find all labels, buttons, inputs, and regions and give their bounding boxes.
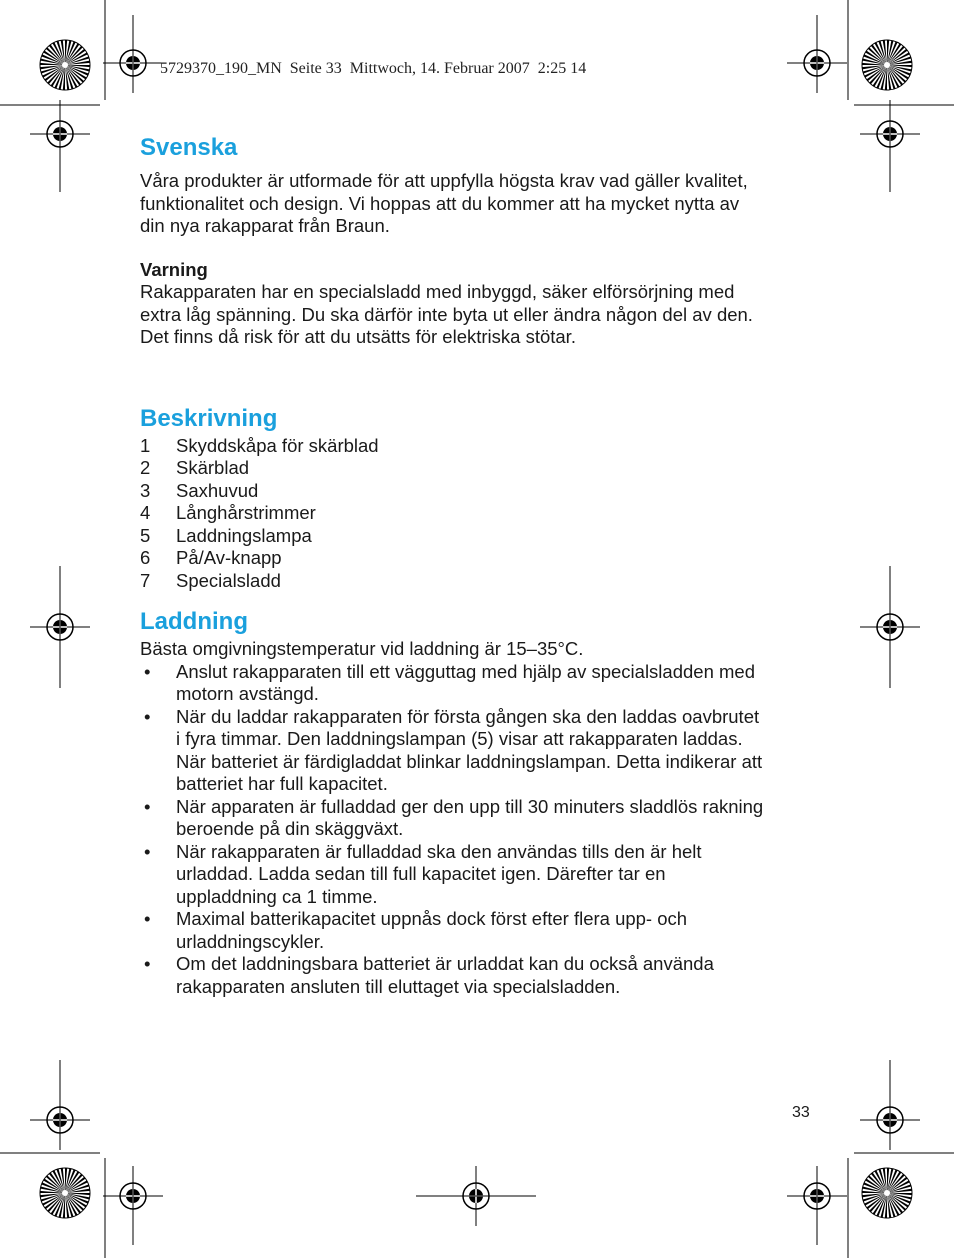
bullet-marker: • (144, 953, 151, 974)
bullet-item (140, 953, 820, 998)
bullet-line: batteriet har full kapacitet. (176, 773, 388, 794)
bullet-line: rakapparaten ansluten till eluttaget via specialsladden. (176, 975, 621, 997)
page-content (140, 132, 820, 998)
intro-line: funktionalitet och design. Vi hoppas att du kommer att ha mycket nytta av (140, 192, 740, 214)
bullet-line: När batteriet är färdigladdat blinkar laddningslampan. Detta indikerar att (176, 750, 763, 772)
starburst-mark (862, 1168, 912, 1218)
bullet-line: urladdad. Ladda sedan till full kapacitet igen. Därefter tar en (176, 863, 666, 884)
starburst-mark (40, 40, 90, 90)
bullet-item (140, 796, 820, 841)
parts-list (140, 435, 820, 593)
bullet-item (140, 706, 820, 796)
bullet-line: uppladdning ca 1 timme. (176, 885, 378, 907)
heading-svenska: Svenska (140, 134, 238, 161)
list-item (140, 502, 820, 525)
heading-laddning: Laddning (140, 608, 248, 635)
list-item (140, 570, 820, 593)
bullet-marker: • (144, 705, 151, 727)
bullet-marker: • (144, 908, 151, 929)
starburst-mark (862, 40, 912, 90)
bullet-line: När rakapparaten är fulladdad ska den användas tills den är helt (176, 840, 702, 862)
item-text: Saxhuvud (176, 479, 259, 501)
item-text: Skärblad (176, 457, 250, 478)
warning-line: Rakapparaten har en specialsladd med inbyggd, säker elförsörjning med (140, 281, 735, 302)
bullet-line: i fyra timmar. Den laddningslampan (5) visar att rakapparaten laddas. (176, 728, 743, 749)
starburst-mark (40, 1168, 90, 1218)
bullet-line: När apparaten är fulladdad ger den upp till 30 minuters sladdlös rakning (176, 795, 764, 817)
list-item (140, 547, 820, 570)
list-item (140, 435, 820, 458)
intro-line: Våra produkter är utformade för att uppfylla högsta krav vad gäller kvalitet, (140, 170, 748, 191)
bullet-marker: • (144, 795, 151, 817)
charging-intro: Bästa omgivningstemperatur vid laddning är 15–35°C. (140, 638, 584, 659)
item-number: 1 (140, 434, 151, 456)
bullet-line: När du laddar rakapparaten för första gången ska den laddas oavbrutet (176, 705, 760, 727)
item-text: Skyddskåpa för skärblad (176, 434, 379, 456)
warning-title: Varning (140, 258, 208, 280)
bullet-marker: • (144, 840, 151, 862)
bullet-line: Anslut rakapparaten till ett vägguttag med hjälp av specialsladden med (176, 660, 755, 682)
item-text: Specialsladd (176, 569, 281, 591)
list-item (140, 457, 820, 480)
bullet-line: Maximal batterikapacitet uppnås dock först efter flera upp- och (176, 908, 688, 929)
bullet-line: Om det laddningsbara batteriet är urladdat kan du också använda (176, 953, 714, 974)
bullet-item (140, 661, 820, 706)
bullet-marker: • (144, 660, 151, 682)
item-number: 7 (140, 569, 151, 591)
item-text: På/Av-knapp (176, 547, 282, 568)
bullet-line: beroende på din skäggväxt. (176, 818, 404, 839)
item-number: 5 (140, 524, 151, 546)
bullet-item (140, 908, 820, 953)
print-slug: 5729370_190_MN Seite 33 Mittwoch, 14. Februar 2007 2:25 14 (160, 60, 587, 77)
intro-line: din nya rakapparat från Braun. (140, 215, 390, 236)
item-number: 2 (140, 457, 151, 478)
page-number: 33 (792, 1104, 810, 1121)
heading-beskrivning: Beskrivning (140, 404, 278, 432)
item-number: 6 (140, 547, 151, 568)
item-text: Långhårstrimmer (176, 502, 316, 523)
warning-line: Det finns då risk för att du utsätts för elektriska stötar. (140, 326, 576, 347)
list-item (140, 480, 820, 503)
item-number: 3 (140, 479, 151, 501)
bullet-line: urladdningscykler. (176, 930, 325, 952)
bullet-item (140, 841, 820, 909)
charging-bullets (140, 661, 820, 999)
bullet-line: motorn avstängd. (176, 683, 319, 704)
warning-line: extra låg spänning. Du ska därför inte byta ut eller ändra någon del av den. (140, 303, 753, 325)
item-number: 4 (140, 502, 151, 523)
item-text: Laddningslampa (176, 524, 312, 546)
list-item (140, 525, 820, 548)
